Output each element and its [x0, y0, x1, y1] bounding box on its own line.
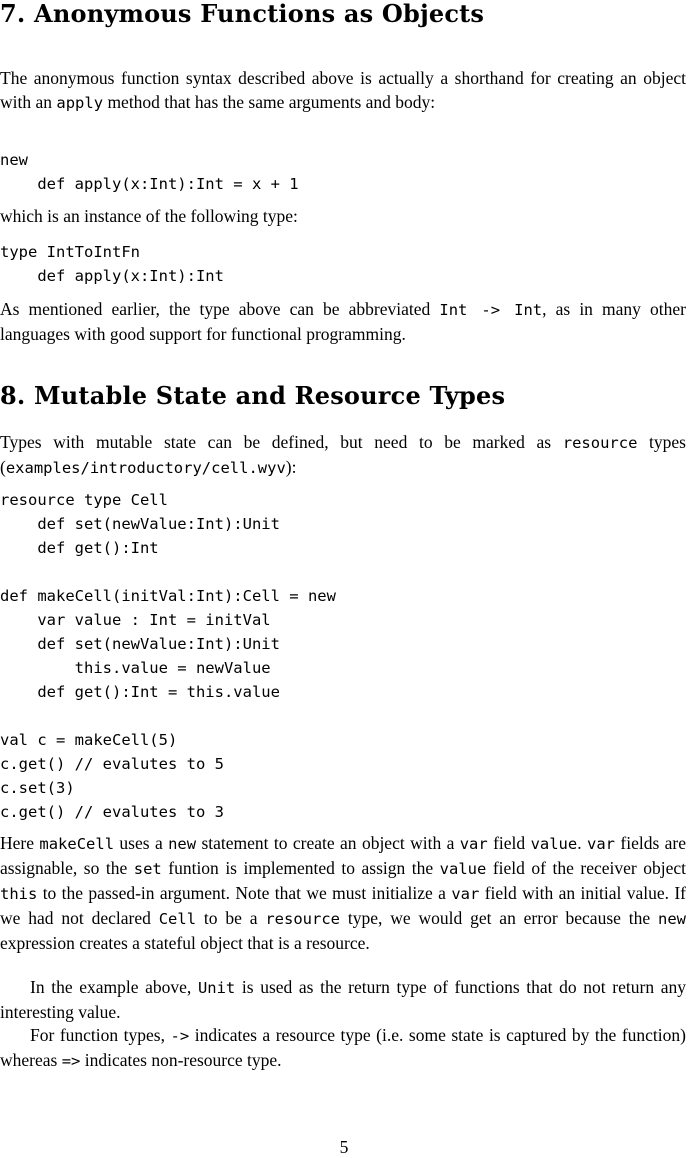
inline-code: examples/introductory/cell.wyv: [5, 459, 286, 477]
code-line: [0, 704, 336, 728]
text-run: type, we would get an error because the: [340, 908, 658, 928]
text-run: .: [577, 833, 587, 853]
inline-code: resource: [265, 910, 340, 928]
inline-code: makeCell: [39, 835, 115, 853]
code-line: def set(newValue:Int):Unit: [0, 635, 280, 653]
code-block-cell: [0, 488, 336, 824]
code-line: def set(newValue:Int):Unit: [0, 515, 280, 533]
code-line: var value : Int = initVal: [0, 611, 271, 629]
inline-code: Int -> Int: [439, 301, 543, 319]
text-run: statement to create an object with a: [196, 833, 460, 853]
text-run: indicates non-resource type.: [80, 1050, 282, 1070]
code-block-new-apply: [0, 148, 299, 196]
code-line: type IntToIntFn: [0, 243, 140, 261]
inline-code: var: [451, 885, 480, 903]
inline-code: var: [459, 835, 488, 853]
text-run: field of the receiver object: [486, 858, 687, 878]
code-line: this.value = newValue: [0, 659, 271, 677]
text-run: Here: [0, 833, 40, 853]
code-block-type-inttointfn: [0, 240, 224, 288]
code-line: def get():Int: [0, 539, 159, 557]
text-run: field: [487, 833, 531, 853]
inline-code: value: [530, 835, 578, 853]
text-run: types (: [0, 432, 686, 477]
code-line: def makeCell(initVal:Int):Cell = new: [0, 587, 336, 605]
text-run: to the passed-in argument. Note that we must initialize a: [37, 883, 452, 903]
text-run: ):: [285, 457, 297, 477]
inline-code: ->: [170, 1027, 190, 1045]
section-8-paragraph-2: [0, 831, 686, 955]
section-8-paragraph-3: [0, 975, 686, 1024]
code-line: c.get() // evalutes to 3: [0, 803, 224, 821]
inline-code: apply: [56, 94, 104, 112]
inline-code: set: [133, 860, 162, 878]
code-line: def apply(x:Int):Int = x + 1: [0, 175, 299, 193]
inline-code: =>: [61, 1052, 81, 1070]
inline-code: var: [587, 835, 615, 853]
text-run: As mentioned earlier, the type above can be abbreviated: [0, 299, 440, 319]
section-8-paragraph-1: [0, 430, 686, 480]
section-7-heading: 7. Anonymous Functions as Objects: [0, 0, 485, 28]
text-run: method that has the same arguments and body:: [103, 92, 436, 112]
code-line: c.get() // evalutes to 5: [0, 755, 224, 773]
text-run: In the example above,: [30, 977, 198, 997]
section-7-paragraph-1: [0, 66, 686, 115]
text-run: to be a: [196, 908, 266, 928]
section-7-paragraph-2: which is an instance of the following type:: [0, 206, 298, 226]
text-run: fields are assignable, so the: [0, 833, 687, 878]
code-line: resource type Cell: [0, 491, 168, 509]
inline-code: Cell: [158, 910, 197, 928]
inline-code: value: [439, 860, 487, 878]
page-number: 5: [339, 1137, 349, 1157]
code-line: [0, 560, 336, 584]
text-run: is used as the return type of functions that do not return any interesting value.: [0, 977, 686, 1022]
text-run: For function types,: [30, 1025, 171, 1045]
text-run: , as in many other languages with good support for functional programming.: [0, 299, 686, 344]
inline-code: Unit: [197, 979, 236, 997]
text-run: indicates a resource type (i.e. some state is captured by the function) whereas: [0, 1025, 686, 1070]
text-run: Types with mutable state can be defined, but need to be marked as: [0, 432, 563, 452]
text-run: field with an initial value. If we had not declared: [0, 883, 687, 928]
text-run: The anonymous function syntax described above is actually a shorthand for creating an object with an: [0, 68, 686, 112]
text-run: funtion is implemented to assign the: [161, 858, 440, 878]
text-run: uses a: [114, 833, 169, 853]
inline-code: new: [657, 910, 686, 928]
inline-code: resource: [562, 434, 638, 452]
section-8-paragraph-4: [0, 1023, 686, 1073]
code-line: def get():Int = this.value: [0, 683, 280, 701]
inline-code: this: [0, 885, 38, 903]
text-run: expression creates a stateful object that is a resource.: [0, 933, 370, 953]
code-line: def apply(x:Int):Int: [0, 267, 224, 285]
code-line: c.set(3): [0, 779, 75, 797]
code-line: new: [0, 151, 28, 169]
code-line: val c = makeCell(5): [0, 731, 178, 749]
section-8-heading: 8. Mutable State and Resource Types: [0, 381, 506, 410]
inline-code: new: [168, 835, 197, 853]
section-7-paragraph-3: [0, 297, 686, 346]
